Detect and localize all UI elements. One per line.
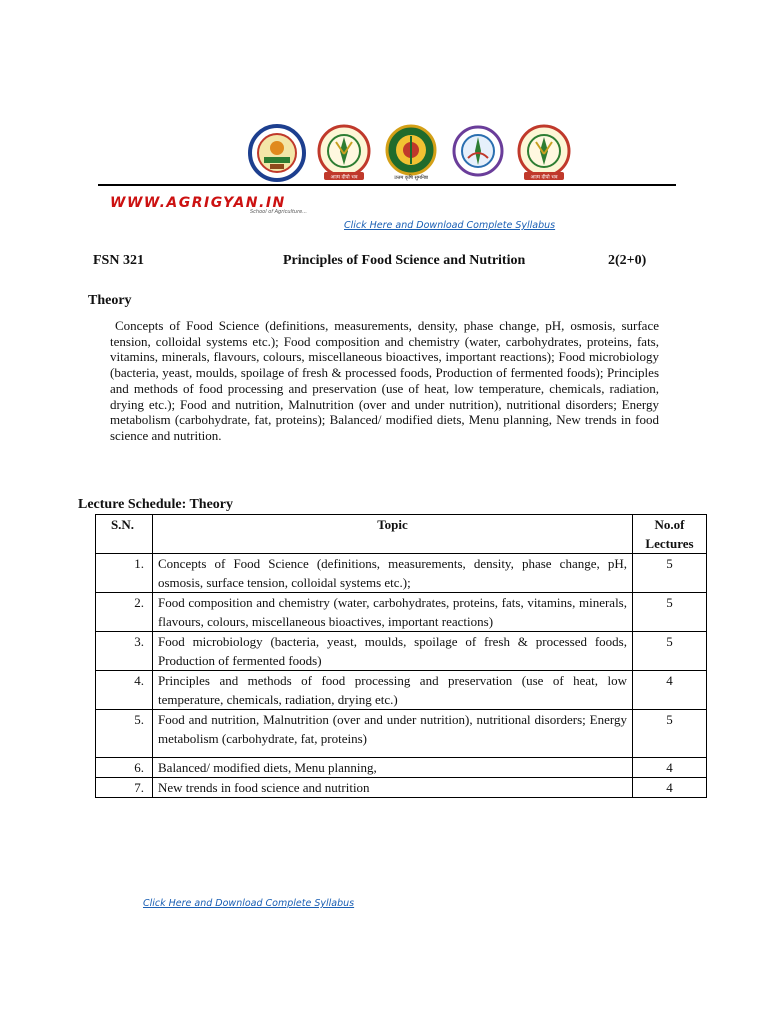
row-topic: Principles and methods of food processing and preservation (use of heat, low temperature, chemicals, radiation, drying etc.) [153, 671, 633, 710]
header-divider [98, 184, 676, 186]
site-brand-tagline: School of Agriculture... [250, 209, 307, 215]
table-row [96, 632, 707, 671]
logo-3-caption: उत्तम कृषि सुमनिष्ठ [394, 175, 428, 181]
lecture-schedule-table [95, 514, 707, 798]
site-brand[interactable]: WWW.AGRIGYAN.IN [110, 195, 286, 211]
row-sn: 2. [96, 593, 153, 632]
row-lectures: 5 [633, 710, 707, 758]
table-row [96, 710, 707, 758]
download-syllabus-link-top[interactable]: Click Here and Download Complete Syllabus [344, 220, 556, 231]
row-topic: Balanced/ modified diets, Menu planning, [153, 758, 633, 778]
row-topic: New trends in food science and nutrition [153, 778, 633, 798]
course-title: Principles of Food Science and Nutrition [283, 253, 526, 268]
row-sn: 6. [96, 758, 153, 778]
table-row [96, 554, 707, 593]
table-row [96, 671, 707, 710]
row-sn: 5. [96, 710, 153, 758]
course-credits: 2(2+0) [608, 253, 647, 268]
row-lectures: 4 [633, 671, 707, 710]
table-row [96, 758, 707, 778]
column-header-sn: S.N. [96, 515, 153, 554]
theory-text: Concepts of Food Science (definitions, measurements, density, phase change, pH, osmosis, surface tension, colloidal systems etc.); Food composition and chemistry (water, carbohydrates, proteins, fats, vitamins, minerals, flavours, colours, miscellaneous bioactives, important reactions); Food microbiology (bacteria, yeast, moulds, spoilage of fresh & processed foods, Production of fermented foods); Principles and methods of food processing and preservation (use of heat, low temperature, chemicals, radiation, drying etc.); Food and nutrition, Malnutrition (over and under nutrition), nutritional disorders; Energy metabolism (carbohydrate, fat, proteins); Balanced/ modified diets, Menu planning, New trends in food science and nutrition. [110, 318, 659, 443]
row-sn: 3. [96, 632, 153, 671]
schedule-heading: Lecture Schedule: Theory [78, 497, 234, 512]
theory-heading: Theory [88, 293, 132, 308]
column-header-topic: Topic [153, 515, 633, 554]
table-row [96, 593, 707, 632]
row-lectures: 5 [633, 632, 707, 671]
row-topic: Food and nutrition, Malnutrition (over and under nutrition), nutritional disorders; Energy metabolism (carbohydrate, fat, proteins) [153, 710, 633, 758]
university-emblem-3-icon [380, 124, 442, 182]
row-lectures: 4 [633, 778, 707, 798]
row-sn: 4. [96, 671, 153, 710]
course-code: FSN 321 [93, 253, 144, 268]
university-emblem-2-icon [314, 124, 374, 182]
row-topic: Food composition and chemistry (water, carbohydrates, proteins, fats, vitamins, minerals, flavours, colours, miscellaneous bioactives, important reactions) [153, 593, 633, 632]
university-logos [248, 124, 574, 182]
university-emblem-4-icon [450, 124, 506, 182]
row-lectures: 5 [633, 554, 707, 593]
row-sn: 1. [96, 554, 153, 593]
university-emblem-5-icon [514, 124, 574, 182]
logo-2-caption: आत्म दीपो भव [330, 174, 358, 181]
row-lectures: 4 [633, 758, 707, 778]
logo-5-caption: आत्म दीपो भव [530, 174, 558, 181]
column-header-lectures: No.of Lectures [633, 515, 707, 554]
table-row [96, 778, 707, 798]
university-emblem-1-icon [248, 124, 306, 182]
download-syllabus-link-bottom[interactable]: Click Here and Download Complete Syllabus [143, 898, 355, 909]
row-lectures: 5 [633, 593, 707, 632]
table-header-row [96, 515, 707, 554]
row-sn: 7. [96, 778, 153, 798]
row-topic: Concepts of Food Science (definitions, measurements, density, phase change, pH, osmosis, surface tension, colloidal systems etc.); [153, 554, 633, 593]
row-topic: Food microbiology (bacteria, yeast, moulds, spoilage of fresh & processed foods, Production of fermented foods) [153, 632, 633, 671]
